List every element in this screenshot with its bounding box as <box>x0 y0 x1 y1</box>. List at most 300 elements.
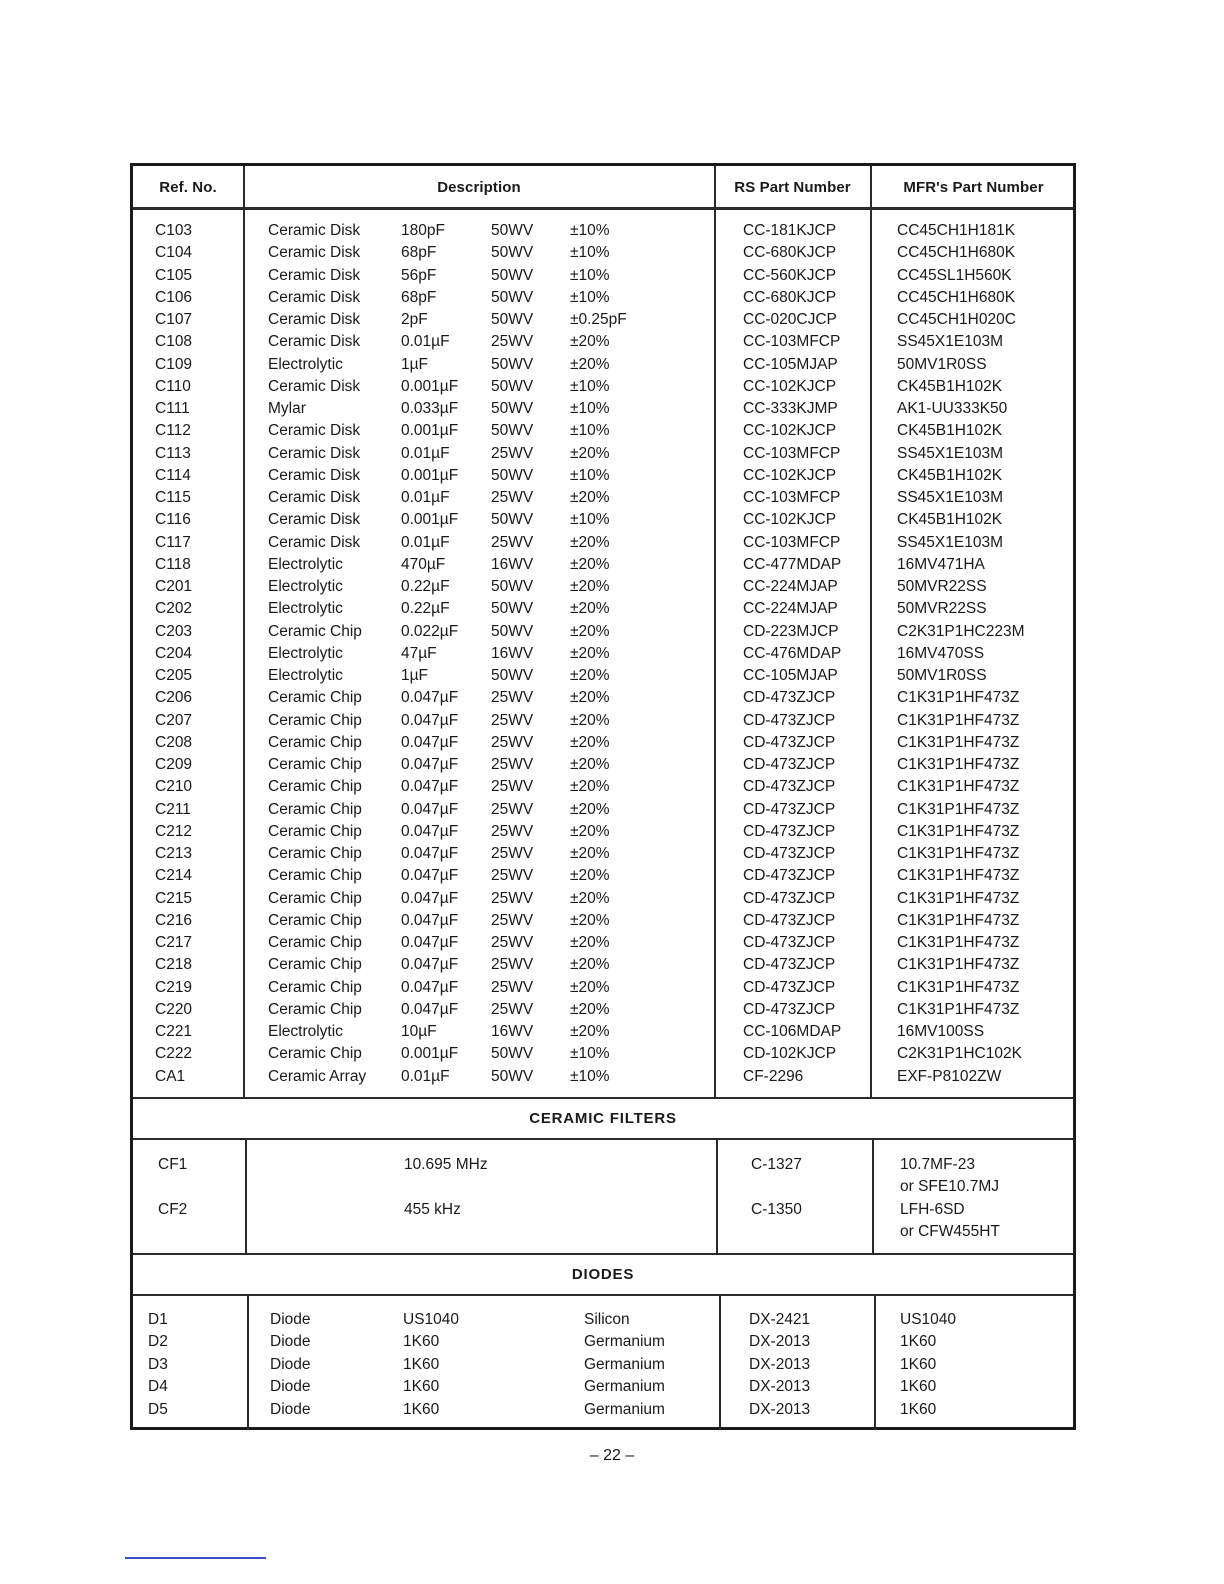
voltage-cell: 50WV <box>491 400 534 417</box>
mfr-part-cell: 16MV100SS <box>897 1023 985 1040</box>
table-row <box>133 534 1073 556</box>
value-cell: 0.047µF <box>401 911 459 929</box>
mfr-part-cell: 50MVR22SS <box>897 578 987 595</box>
column-divider-ref <box>245 1139 247 1254</box>
rs-part-cell: CD-473ZJCP <box>743 867 836 885</box>
rs-part-cell: CC-224MJAP <box>743 578 838 595</box>
table-row <box>133 756 1073 778</box>
ref-cell: C108 <box>155 333 193 351</box>
type-cell: Ceramic Disk <box>268 222 361 239</box>
rs-part-cell: CC-103MFCP <box>743 533 841 551</box>
mfr-part-cell: SS45X1E103M <box>897 333 1003 351</box>
ref-cell: C111 <box>155 400 190 417</box>
ref-cell: C118 <box>155 555 191 573</box>
table-row <box>133 1401 1073 1423</box>
rs-part-cell: CC-477MDAP <box>743 555 842 573</box>
type-cell: Ceramic Chip <box>268 934 362 951</box>
value-cell: 0.047µF <box>401 956 459 974</box>
rs-part-cell: CD-102KJCP <box>743 1045 837 1063</box>
voltage-cell: 50WV <box>491 266 534 284</box>
mfr-part-cell: C1K31P1HF473Z <box>897 934 1020 951</box>
rs-part-cell: CF-2296 <box>743 1067 804 1085</box>
ref-cell: C105 <box>155 266 193 284</box>
voltage-cell: 25WV <box>491 444 534 462</box>
mfr-part-cell: C2K31P1HC223M <box>897 622 1025 640</box>
voltage-cell: 50WV <box>491 578 534 595</box>
rs-part-cell: CC-105MJAP <box>743 667 838 684</box>
material-cell: Germanium <box>584 1355 665 1373</box>
material-cell: Germanium <box>584 1400 665 1418</box>
table-row <box>133 600 1073 622</box>
mfr-part-cell: CK45B1H102K <box>897 422 1003 440</box>
tolerance-cell: ±10% <box>570 244 610 262</box>
mfr-part-cell: SS45X1E103M <box>897 444 1003 462</box>
value-cell: 47µF <box>401 644 437 662</box>
voltage-cell: 50WV <box>491 622 534 640</box>
voltage-cell: 50WV <box>491 422 534 440</box>
table-row <box>133 489 1073 511</box>
tolerance-cell: ±20% <box>570 867 610 885</box>
ref-cell: D3 <box>148 1355 168 1373</box>
type-cell: Ceramic Disk <box>268 244 361 262</box>
rs-part-cell: DX-2013 <box>749 1333 811 1351</box>
voltage-cell: 25WV <box>491 978 534 996</box>
ref-cell: C203 <box>155 622 193 640</box>
value-cell: 0.01µF <box>401 489 450 506</box>
mfr-part-cell: CK45B1H102K <box>897 511 1003 529</box>
type-cell: Ceramic Chip <box>268 733 362 751</box>
table-row <box>133 623 1073 645</box>
tolerance-cell: ±20% <box>570 778 610 796</box>
value-cell: 0.047µF <box>401 778 459 796</box>
value-cell: 0.001µF <box>401 422 459 440</box>
table-row <box>133 1378 1073 1400</box>
voltage-cell: 50WV <box>491 466 534 484</box>
rs-part-cell: CC-224MJAP <box>743 600 838 618</box>
value-cell: 180pF <box>401 222 445 239</box>
ref-cell: C209 <box>155 756 193 773</box>
mfr-part-cell: 1K60 <box>900 1333 937 1351</box>
tolerance-cell: ±20% <box>570 333 610 351</box>
ref-cell: C220 <box>155 1000 193 1018</box>
mfr-part-cell: 1K60 <box>900 1378 937 1396</box>
table-row <box>133 934 1073 956</box>
header-description: Description <box>437 178 521 196</box>
mfr-part-cell: 50MV1R0SS <box>897 355 987 373</box>
mfr-part-cell: 1K60 <box>900 1400 937 1418</box>
ref-cell: C114 <box>155 466 191 484</box>
type-cell: Ceramic Chip <box>268 867 362 885</box>
voltage-cell: 25WV <box>491 778 534 796</box>
value-cell: 0.047µF <box>401 845 459 862</box>
voltage-cell: 50WV <box>491 311 534 328</box>
type-cell: Electrolytic <box>268 644 343 662</box>
voltage-cell: 25WV <box>491 822 534 840</box>
value-cell: 0.01µF <box>401 333 450 351</box>
ref-cell: C201 <box>155 578 193 595</box>
table-row <box>133 845 1073 867</box>
rs-part-cell: CD-473ZJCP <box>743 733 836 751</box>
tolerance-cell: ±10% <box>570 511 610 529</box>
rs-part-cell: CC-103MFCP <box>743 444 841 462</box>
mfr-part-cell: 16MV470SS <box>897 644 985 662</box>
type-cell: Ceramic Disk <box>268 266 361 284</box>
type-cell: Diode <box>270 1400 311 1418</box>
value-cell: 1µF <box>401 667 429 684</box>
voltage-cell: 25WV <box>491 489 534 506</box>
table-row <box>133 867 1073 889</box>
table-row <box>133 311 1073 333</box>
voltage-cell: 25WV <box>491 889 534 907</box>
material-cell: Germanium <box>584 1333 665 1351</box>
rs-part-cell: CC-020CJCP <box>743 311 837 328</box>
section-divider <box>133 1294 1073 1296</box>
tolerance-cell: ±20% <box>570 911 610 929</box>
table-row <box>133 1333 1073 1355</box>
type-cell: Ceramic Chip <box>268 1045 362 1063</box>
link-underline <box>125 1557 266 1559</box>
rs-part-cell: CD-473ZJCP <box>743 1000 836 1018</box>
value-cell: 0.047µF <box>401 822 459 840</box>
table-row <box>133 979 1073 1001</box>
ref-cell: C206 <box>155 689 193 707</box>
rs-part-cell: DX-2013 <box>749 1400 811 1418</box>
tolerance-cell: ±20% <box>570 822 610 840</box>
voltage-cell: 50WV <box>491 244 534 262</box>
type-cell: Ceramic Chip <box>268 845 362 862</box>
rs-part-cell: CC-181KJCP <box>743 222 837 239</box>
ref-cell: C107 <box>155 311 193 328</box>
ref-cell: D5 <box>148 1400 168 1418</box>
voltage-cell: 25WV <box>491 867 534 885</box>
rs-part-cell: CC-102KJCP <box>743 466 837 484</box>
voltage-cell: 16WV <box>491 1023 534 1040</box>
type-cell: Electrolytic <box>268 1023 343 1040</box>
table-row <box>133 467 1073 489</box>
type-cell: Electrolytic <box>268 555 343 573</box>
type-cell: Ceramic Disk <box>268 511 361 529</box>
rs-part-cell: CC-105MJAP <box>743 355 838 373</box>
ref-cell: C210 <box>155 778 193 796</box>
value-cell: 0.001µF <box>401 377 459 395</box>
value-cell: 0.01µF <box>401 1067 450 1085</box>
type-cell: Ceramic Chip <box>268 956 362 974</box>
ref-cell: C215 <box>155 889 193 907</box>
value-cell: 0.01µF <box>401 533 450 551</box>
mfr-part-cell: C1K31P1HF473Z <box>897 1000 1020 1018</box>
value-cell: 56pF <box>401 266 437 284</box>
value-cell: 0.047µF <box>401 711 459 729</box>
mfr-part-cell: C1K31P1HF473Z <box>897 845 1020 862</box>
voltage-cell: 25WV <box>491 845 534 862</box>
tolerance-cell: ±20% <box>570 889 610 907</box>
rs-part-cell: CC-102KJCP <box>743 511 837 529</box>
table-row <box>133 1356 1073 1378</box>
tolerance-cell: ±0.25pF <box>570 311 627 328</box>
rs-part-cell: CD-473ZJCP <box>743 778 836 796</box>
voltage-cell: 50WV <box>491 377 534 395</box>
rs-part-cell: CC-560KJCP <box>743 266 837 284</box>
voltage-cell: 25WV <box>491 756 534 773</box>
value-cell: 0.001µF <box>401 1045 459 1063</box>
value-cell: 0.047µF <box>401 889 459 907</box>
ref-cell: CA1 <box>155 1067 186 1085</box>
mfr-part-cell: CC45SL1H560K <box>897 266 1012 284</box>
mfr-part-cell: C1K31P1HF473Z <box>897 889 1020 907</box>
rs-part-cell: C-1350 <box>751 1201 802 1218</box>
type-cell: Diode <box>270 1378 311 1396</box>
ref-cell: C216 <box>155 911 193 929</box>
voltage-cell: 25WV <box>491 689 534 707</box>
rs-part-cell: DX-2421 <box>749 1311 811 1328</box>
rs-part-cell: CD-473ZJCP <box>743 800 836 818</box>
model-cell: 1K60 <box>403 1378 440 1396</box>
tolerance-cell: ±20% <box>570 845 610 862</box>
model-cell: US1040 <box>403 1311 460 1328</box>
mfr-part-cell: SS45X1E103M <box>897 489 1003 506</box>
type-cell: Diode <box>270 1311 311 1328</box>
type-cell: Diode <box>270 1355 311 1373</box>
mfr-part-cell: 10.7MF-23 <box>900 1156 975 1173</box>
type-cell: Ceramic Chip <box>268 778 362 796</box>
table-row <box>133 890 1073 912</box>
rs-part-cell: CC-102KJCP <box>743 377 837 395</box>
type-cell: Ceramic Chip <box>268 800 362 818</box>
tolerance-cell: ±10% <box>570 377 610 395</box>
table-row <box>133 244 1073 266</box>
table-row <box>133 667 1073 689</box>
mfr-part-cell: C1K31P1HF473Z <box>897 756 1020 773</box>
tolerance-cell: ±10% <box>570 288 610 306</box>
table-row <box>133 689 1073 711</box>
mfr-part-cell: C1K31P1HF473Z <box>897 978 1020 996</box>
tolerance-cell: ±10% <box>570 466 610 484</box>
mfr-part-cell: CK45B1H102K <box>897 466 1003 484</box>
tolerance-cell: ±20% <box>570 578 610 595</box>
type-cell: Ceramic Disk <box>268 489 361 506</box>
tolerance-cell: ±10% <box>570 1067 610 1085</box>
table-row <box>133 1311 1073 1333</box>
ref-cell: C208 <box>155 733 193 751</box>
rs-part-cell: CC-106MDAP <box>743 1023 842 1040</box>
rs-part-cell: CC-680KJCP <box>743 288 837 306</box>
value-cell: 68pF <box>401 288 437 306</box>
voltage-cell: 25WV <box>491 911 534 929</box>
tolerance-cell: ±20% <box>570 533 610 551</box>
value-cell: 1µF <box>401 355 429 373</box>
mfr-part-cell: LFH-6SD <box>900 1201 965 1218</box>
tolerance-cell: ±20% <box>570 355 610 373</box>
rs-part-cell: CD-473ZJCP <box>743 934 836 951</box>
section-title-diodes: DIODES <box>571 1266 635 1283</box>
tolerance-cell: ±20% <box>570 489 610 506</box>
value-cell: 0.033µF <box>401 400 459 417</box>
rs-part-cell: C-1327 <box>751 1156 802 1173</box>
tolerance-cell: ±20% <box>570 644 610 662</box>
mfr-part-cell: C1K31P1HF473Z <box>897 867 1020 885</box>
type-cell: Ceramic Chip <box>268 889 362 907</box>
mfr-part-cell: CC45CH1H020C <box>897 311 1016 328</box>
page-number: – 22 – <box>589 1447 635 1464</box>
type-cell: Electrolytic <box>268 578 343 595</box>
voltage-cell: 25WV <box>491 333 534 351</box>
value-cell: 0.022µF <box>401 622 459 640</box>
type-cell: Ceramic Disk <box>268 377 361 395</box>
type-cell: Ceramic Chip <box>268 689 362 707</box>
mfr-part-cell: C1K31P1HF473Z <box>897 711 1020 729</box>
ref-cell: C103 <box>155 222 193 239</box>
voltage-cell: 25WV <box>491 533 534 551</box>
table-row <box>133 422 1073 444</box>
header-rs-part: RS Part Number <box>734 178 851 196</box>
table-row <box>133 400 1073 422</box>
tolerance-cell: ±20% <box>570 711 610 729</box>
value-cell: 0.001µF <box>401 511 459 529</box>
tolerance-cell: ±10% <box>570 222 610 239</box>
type-cell: Ceramic Disk <box>268 422 361 440</box>
tolerance-cell: ±20% <box>570 1000 610 1018</box>
value-cell: 0.047µF <box>401 756 459 773</box>
voltage-cell: 50WV <box>491 1045 534 1063</box>
mfr-part-cell: C1K31P1HF473Z <box>897 778 1020 796</box>
tolerance-cell: ±20% <box>570 667 610 684</box>
voltage-cell: 16WV <box>491 555 534 573</box>
mfr-part-cell: CC45CH1H181K <box>897 222 1016 239</box>
voltage-cell: 16WV <box>491 644 534 662</box>
table-row <box>133 333 1073 355</box>
rs-part-cell: CD-223MJCP <box>743 622 839 640</box>
header-ref: Ref. No. <box>159 178 217 196</box>
table-row <box>133 801 1073 823</box>
mfr-part-alt-cell: or SFE10.7MJ <box>900 1178 1000 1195</box>
material-cell: Silicon <box>584 1311 630 1328</box>
ref-cell: C212 <box>155 822 193 840</box>
mfr-part-cell: C1K31P1HF473Z <box>897 822 1020 840</box>
mfr-part-cell: 50MV1R0SS <box>897 667 987 684</box>
type-cell: Ceramic Chip <box>268 711 362 729</box>
tolerance-cell: ±20% <box>570 689 610 707</box>
tolerance-cell: ±20% <box>570 1023 610 1040</box>
model-cell: 1K60 <box>403 1400 440 1418</box>
value-cell: 0.01µF <box>401 444 450 462</box>
rs-part-cell: CD-473ZJCP <box>743 978 836 996</box>
voltage-cell: 50WV <box>491 667 534 684</box>
rs-part-cell: CC-102KJCP <box>743 422 837 440</box>
ref-cell: C214 <box>155 867 193 885</box>
tolerance-cell: ±20% <box>570 600 610 618</box>
value-cell: 0.001µF <box>401 466 459 484</box>
table-row <box>133 1023 1073 1045</box>
header-divider <box>133 207 1073 210</box>
table-row <box>133 445 1073 467</box>
ref-cell: C117 <box>155 533 191 551</box>
type-cell: Ceramic Disk <box>268 444 361 462</box>
type-cell: Diode <box>270 1333 311 1351</box>
tolerance-cell: ±20% <box>570 956 610 974</box>
table-row <box>133 578 1073 600</box>
tolerance-cell: ±20% <box>570 622 610 640</box>
material-cell: Germanium <box>584 1378 665 1396</box>
value-cell: 2pF <box>401 311 428 328</box>
type-cell: Ceramic Chip <box>268 978 362 996</box>
rs-part-cell: CD-473ZJCP <box>743 689 836 707</box>
table-row <box>133 289 1073 311</box>
value-cell: 0.047µF <box>401 867 459 885</box>
rs-part-cell: DX-2013 <box>749 1355 811 1373</box>
ref-cell: C222 <box>155 1045 193 1063</box>
mfr-part-cell: US1040 <box>900 1311 957 1328</box>
type-cell: Mylar <box>268 400 306 417</box>
voltage-cell: 25WV <box>491 956 534 974</box>
type-cell: Ceramic Chip <box>268 622 362 640</box>
ref-cell: C109 <box>155 355 193 373</box>
voltage-cell: 50WV <box>491 600 534 618</box>
mfr-part-cell: EXF-P8102ZW <box>897 1067 1002 1085</box>
value-cell: 0.047µF <box>401 934 459 951</box>
mfr-part-alt-cell: or CFW455HT <box>900 1223 1000 1240</box>
column-divider-desc <box>716 1139 718 1254</box>
table-row <box>133 1068 1073 1090</box>
column-divider-rs <box>872 1139 874 1254</box>
parts-list-table <box>130 163 1076 1430</box>
value-cell: 0.047µF <box>401 733 459 751</box>
mfr-part-cell: CK45B1H102K <box>897 377 1003 395</box>
ref-cell: C116 <box>155 511 191 529</box>
mfr-part-cell: 16MV471HA <box>897 555 985 573</box>
voltage-cell: 25WV <box>491 800 534 818</box>
tolerance-cell: ±20% <box>570 733 610 751</box>
value-cell: 470µF <box>401 555 446 573</box>
type-cell: Electrolytic <box>268 667 343 684</box>
ref-cell: C213 <box>155 845 193 862</box>
type-cell: Ceramic Disk <box>268 533 361 551</box>
voltage-cell: 50WV <box>491 222 534 239</box>
section-divider <box>133 1138 1073 1140</box>
mfr-part-cell: AK1-UU333K50 <box>897 400 1008 417</box>
tolerance-cell: ±10% <box>570 1045 610 1063</box>
ref-cell: C113 <box>155 444 191 462</box>
section-title-ceramic-filters: CERAMIC FILTERS <box>529 1110 677 1127</box>
table-row <box>133 778 1073 800</box>
voltage-cell: 50WV <box>491 511 534 529</box>
value-cell: 0.047µF <box>401 1000 459 1018</box>
ref-cell: C106 <box>155 288 193 306</box>
value-cell: 0.22µF <box>401 600 450 618</box>
type-cell: Ceramic Chip <box>268 756 362 773</box>
voltage-cell: 25WV <box>491 733 534 751</box>
voltage-cell: 25WV <box>491 934 534 951</box>
mfr-part-cell: C1K31P1HF473Z <box>897 733 1020 751</box>
ref-cell: C211 <box>155 800 191 818</box>
ref-cell: C112 <box>155 422 191 440</box>
value-cell: 0.047µF <box>401 689 459 707</box>
type-cell: Ceramic Array <box>268 1067 367 1085</box>
ref-cell: C115 <box>155 489 191 506</box>
table-row <box>133 1045 1073 1067</box>
ref-cell: D4 <box>148 1378 168 1396</box>
rs-part-cell: CD-473ZJCP <box>743 711 836 729</box>
tolerance-cell: ±20% <box>570 444 610 462</box>
table-row <box>133 511 1073 533</box>
voltage-cell: 25WV <box>491 1000 534 1018</box>
type-cell: Ceramic Disk <box>268 466 361 484</box>
type-cell: Electrolytic <box>268 355 343 373</box>
table-row <box>133 734 1073 756</box>
mfr-part-cell: CC45CH1H680K <box>897 244 1016 262</box>
tolerance-cell: ±20% <box>570 756 610 773</box>
description-cell: 455 kHz <box>404 1201 461 1218</box>
rs-part-cell: CD-473ZJCP <box>743 756 836 773</box>
